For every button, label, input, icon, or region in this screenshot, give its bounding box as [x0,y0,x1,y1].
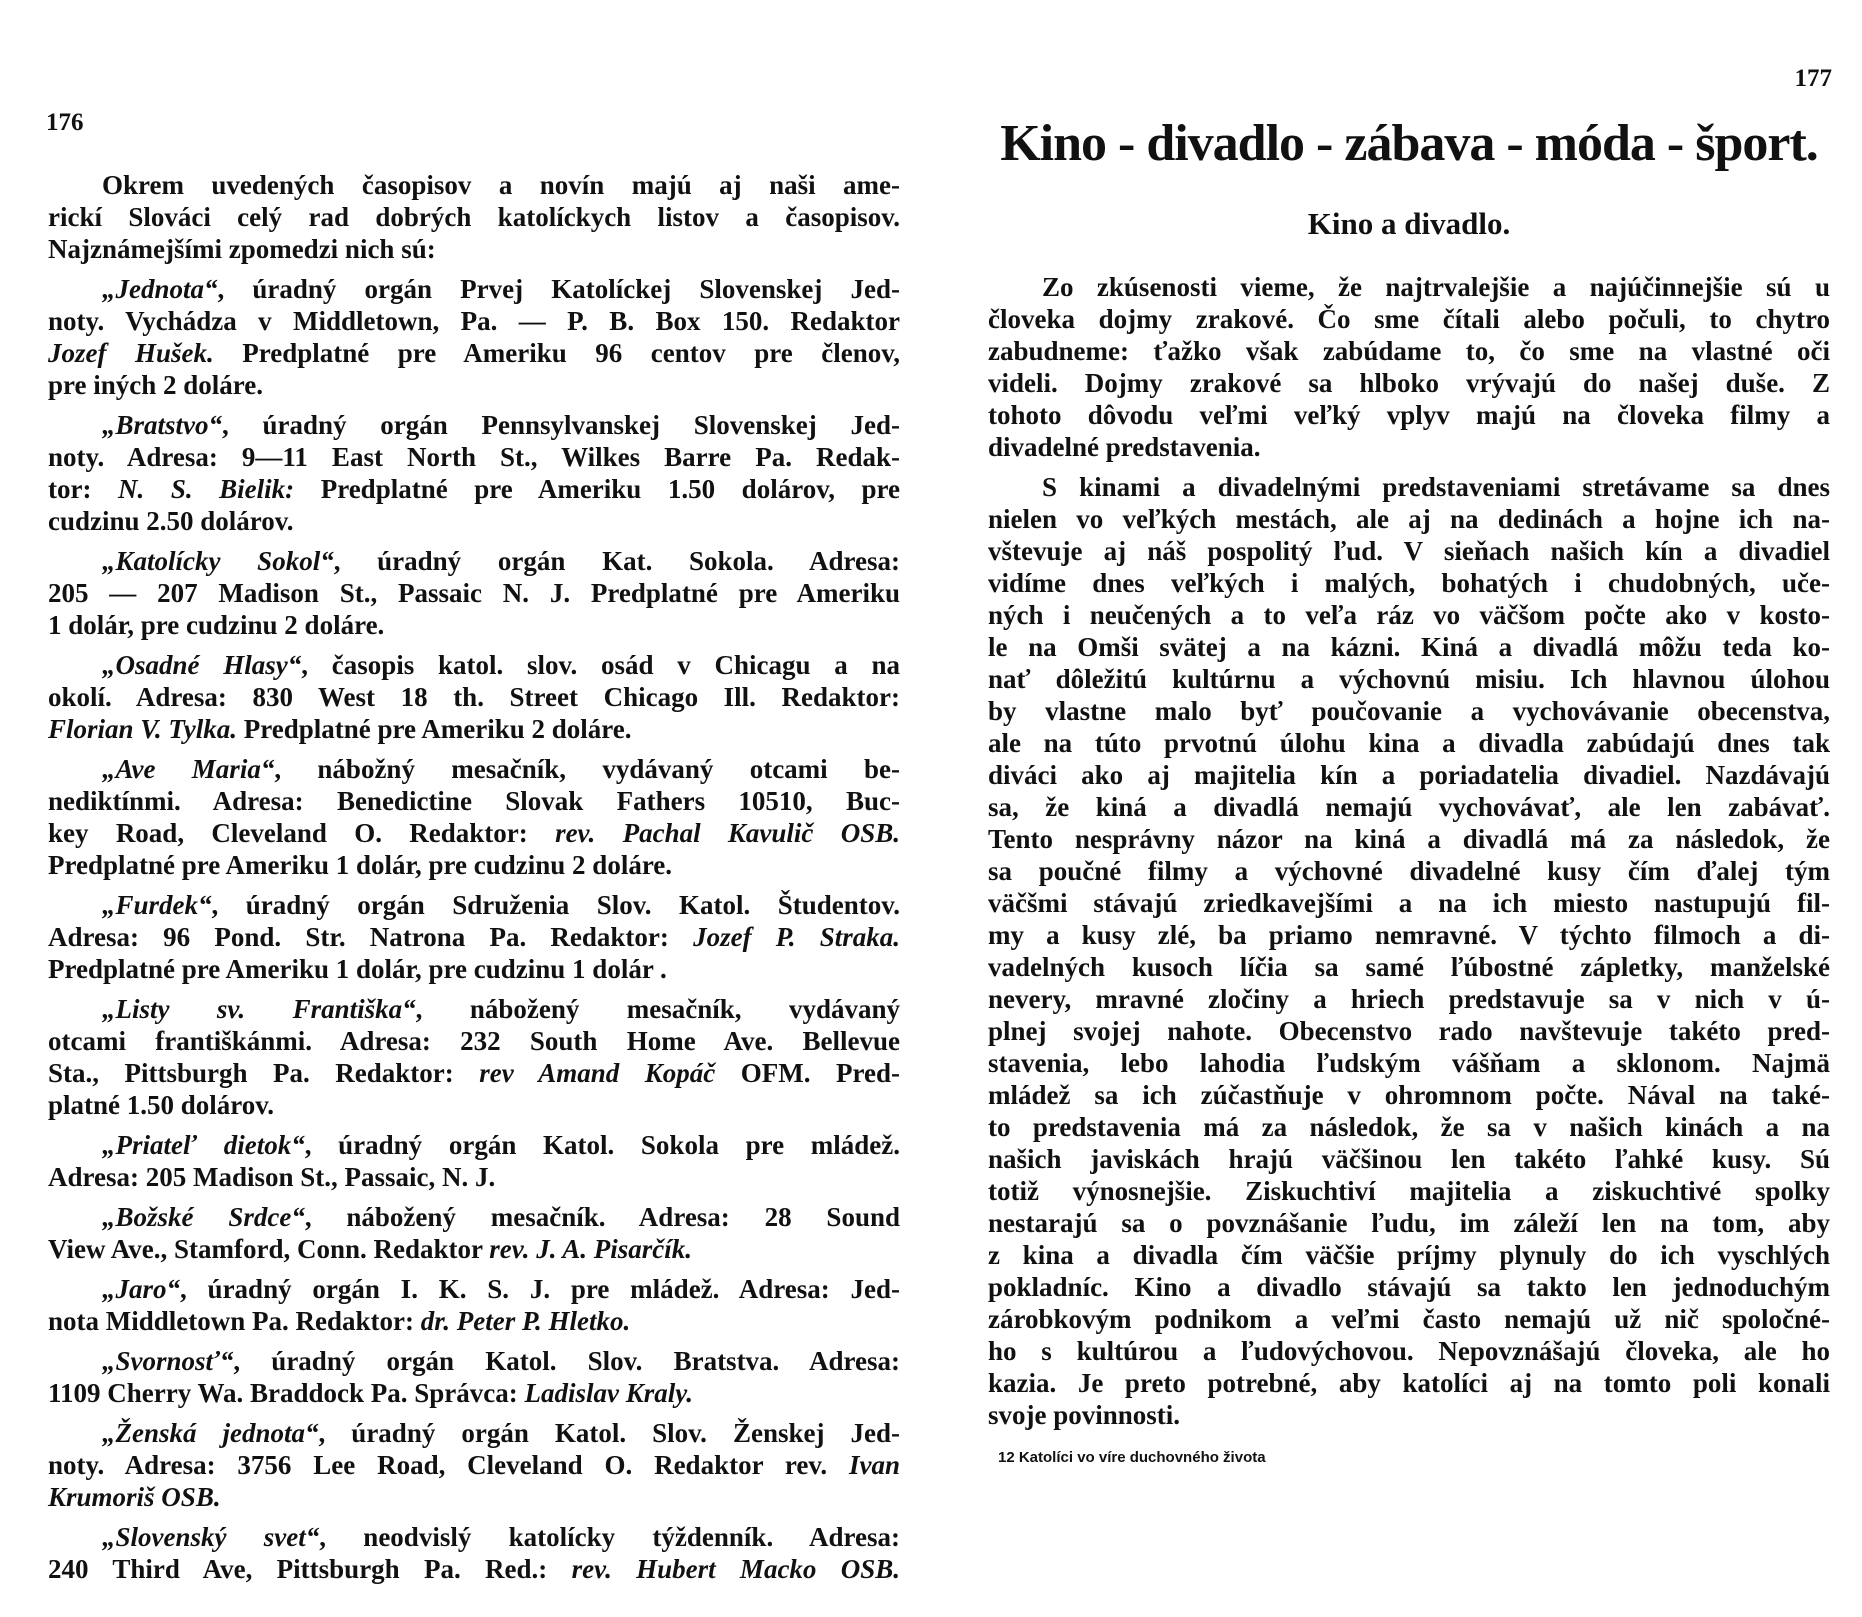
text: rickí Slováci celý rad dobrých katolíckych listov a časopisov. [48,202,900,232]
italic-text: rev Amand Kopáč [479,1058,716,1088]
text-line [988,1175,1830,1207]
italic-text: „Ave Maria“ [102,754,275,784]
text-line [988,631,1830,663]
text: nevery, mravné zločiny a hriech predstavuje sa v nich v ú- [988,984,1830,1014]
text: , úradný orgán Prvej Katolíckej Slovenskej Jed- [217,274,900,304]
text-line [48,1417,900,1449]
text-line [48,577,900,609]
text: ných i neučených a to veľa ráz vo väčšom počte ako v kosto- [988,600,1830,630]
text: , úradný orgán I. K. S. J. pre mládež. Adresa: Jed- [180,1274,900,1304]
italic-text: „Osadné Hlasy“ [102,650,302,680]
text: Adresa: 205 Madison St., Passaic, N. J. [48,1162,496,1192]
text-line [48,473,900,505]
text: nediktínmi. Adresa: Benedictine Slovak Fathers 10510, Buc- [48,786,900,816]
text: sa, že kiná a divadlá nemajú vychovávať, ale len zabávať. [988,792,1830,822]
text-line [988,887,1830,919]
text: Zo zkúsenosti vieme, že najtrvalejšie a najúčinnejšie sú u [1042,272,1830,302]
text-line [988,759,1830,791]
text: , úradný orgán Sdruženia Slov. Katol. Študentov. [211,890,900,920]
paragraph [48,169,900,265]
text: Najznámejšími zpomedzi nich sú: [48,234,436,264]
italic-text: Ladislav Kraly. [524,1378,694,1408]
text-line [48,273,900,305]
italic-text: Jozef P. Straka. [693,922,900,952]
text-line [48,369,900,401]
text: Predplatné pre Ameriku 1 dolár, pre cudzinu 2 doláre. [48,850,673,880]
italic-text: Jozef Hušek. [48,338,214,368]
text: videli. Dojmy zrakové sa hlboko vrývajú do našej duše. Z [988,368,1830,398]
text: 205 — 207 Madison St., Passaic N. J. Predplatné pre Ameriku [48,578,900,608]
text-line [988,1303,1830,1335]
text: sa poučné filmy a výchovné divadelné kusy čím ďalej tým [988,856,1830,886]
italic-text: „Svornosť“ [102,1346,234,1376]
text-line [48,817,900,849]
text-line [988,335,1830,367]
paragraph [48,649,900,745]
text: väčšmi stávajú zriedkavejšími a na ich miesto nastupujú fil- [988,888,1830,918]
italic-text: dr. Peter P. Hletko. [420,1306,631,1336]
text: platné 1.50 dolárov. [48,1090,275,1120]
text-line [48,993,900,1025]
paragraph [988,271,1830,463]
text-line [988,855,1830,887]
text: zárobkovým podnikom a veľmi často nemajú už nič spoločné- [988,1304,1830,1334]
text: Predplatné pre Ameriku 96 centov pre členov, [213,338,900,368]
text-line [48,1449,900,1481]
text: , úradný orgán Pennsylvanskej Slovenskej Jed- [222,410,900,440]
paragraph [48,1129,900,1193]
text: tohoto dôvodu veľmi veľký vplyv majú na človeka filmy a [988,400,1830,430]
text-line [48,1553,900,1585]
text-line [48,233,900,265]
text: , nábožený mesačník. Adresa: 28 Sound [304,1202,901,1232]
text-line [988,471,1830,503]
text: nota Middletown Pa. Redaktor: [48,1306,421,1336]
italic-text: „Bratstvo“ [102,410,223,440]
text-line [988,919,1830,951]
text-line [48,1273,900,1305]
text: nestarajú sa o povznášanie ľudu, im záleží len na tom, aby [988,1208,1830,1238]
text-line [988,1047,1830,1079]
text: okolí. Adresa: 830 West 18 th. Street Chicago Ill. Redaktor: [48,682,900,712]
paragraph [48,1201,900,1265]
text-line [48,1129,900,1161]
text: totiž výnosnejšie. Ziskuchtiví majitelia a ziskuchtivé spolky [988,1176,1830,1206]
text: Okrem uvedených časopisov a novín majú aj naši ame- [102,170,900,200]
paragraph [48,1345,900,1409]
left-page-body [48,169,900,1617]
text: vidíme dnes veľkých i malých, bohatých i chudobných, uče- [988,568,1830,598]
text: , nábožný mesačník, vydávaný otcami be- [274,754,900,784]
text-line [48,753,900,785]
text-line [48,1089,900,1121]
text: 240 Third Ave, Pittsburgh Pa. Red.: [48,1554,572,1584]
text-line [988,503,1830,535]
text-line [988,1143,1830,1175]
text-line [988,983,1830,1015]
italic-text: Florian V. Tylka. [48,714,238,744]
paragraph [48,753,900,881]
text-line [988,1367,1830,1399]
italic-text: „Katolícky Sokol“ [102,546,334,576]
text: Adresa: 96 Pond. Str. Natrona Pa. Redaktor: [48,922,694,952]
text: noty. Vychádza v Middletown, Pa. — P. B. Box 150. Redaktor [48,306,900,336]
text: mládež sa ich zúčastňuje v ohromnom počte. Nával na také- [988,1080,1830,1110]
text-line [48,1025,900,1057]
text: noty. Adresa: 9—11 East North St., Wilkes Barre Pa. Redak- [48,442,900,472]
text-line [48,337,900,369]
text-line [48,169,900,201]
text: by vlastne malo byť poučovanie a vychovávanie obecenstva, [988,696,1830,726]
text-line [48,1481,900,1513]
right-page-body [988,271,1830,1431]
page-number-left: 176 [46,109,84,136]
text-line [48,305,900,337]
text: človeka dojmy zrakové. Čo sme čítali alebo počuli, to chytro [988,304,1830,334]
text-line [988,1239,1830,1271]
text: 1 dolár, pre cudzinu 2 doláre. [48,610,385,640]
text-line [48,713,900,745]
text-line [988,791,1830,823]
italic-text: „Priateľ dietok“ [102,1130,305,1160]
text-line [988,1111,1830,1143]
text-line [988,567,1830,599]
text-line [48,1201,900,1233]
text: nielen vo veľkých mestách, ale aj na dedinách a hojne ich na- [988,504,1830,534]
text-line [988,695,1830,727]
text-line [988,1079,1830,1111]
paragraph [48,1417,900,1513]
italic-text: „Jaro“ [102,1274,181,1304]
text: View Ave., Stamford, Conn. Redaktor [48,1234,490,1264]
text: vadelných kusoch líčia sa samé ľúbostné zápletky, manželské [988,952,1830,982]
text-line [48,1377,900,1409]
text-line [48,785,900,817]
paragraph [48,273,900,401]
text-line [48,1521,900,1553]
text-line [988,599,1830,631]
text: ale na túto prvotnú úlohu kina a divadla zabúdajú dnes tak [988,728,1830,758]
text-line [988,1015,1830,1047]
text-line [48,921,900,953]
text-line [988,431,1830,463]
paragraph [48,1521,900,1617]
text: pre iných 2 doláre. [48,370,264,400]
italic-text: „Furdek“ [102,890,212,920]
italic-text: Krumoriš OSB. [48,1482,221,1512]
text-line [48,201,900,233]
text-line [48,849,900,881]
text: tor: [48,474,119,504]
italic-text: Ivan [848,1450,900,1480]
paragraph [48,409,900,537]
text-line [48,649,900,681]
paragraph [48,1273,900,1337]
text-line [988,1399,1830,1431]
text: ho s kultúrou a ľudovýchovou. Nepovznášajú človeka, ale ho [988,1336,1830,1366]
text: OFM. Pred- [715,1058,900,1088]
text: zabudneme: ťažko však zabúdame to, čo sme na vlastné oči [988,336,1830,366]
chapter-title: Kino - divadlo - zábava - móda - šport. [1000,115,1818,172]
text: le na Omši svätej a na kázni. Kiná a divadlá môžu teda ko- [988,632,1830,662]
text: , úradný orgán Kat. Sokola. Adresa: [333,546,901,576]
paragraph [48,545,900,641]
italic-text: rev. Hubert Macko OSB. [571,1554,900,1584]
signature-footer: 12 Katolíci vo víre duchovného života [998,1449,1266,1466]
text-line [988,727,1830,759]
text: pokladníc. Kino a divadlo stávajú sa takto len jednoduchým [988,1272,1830,1302]
italic-text: „Listy sv. Františka“ [102,994,416,1024]
text: svoje povinnosti. [988,1400,1181,1430]
section-heading: Kino a divadlo. [1307,206,1511,241]
text: , úradný orgán Katol. Slov. Bratstva. Adresa: [233,1346,900,1376]
text-line [988,367,1830,399]
text: Sta., Pittsburgh Pa. Redaktor: [48,1058,480,1088]
text: Tento nesprávny názor na kiná a divadlá má za následok, že [988,824,1830,854]
text-line [988,1335,1830,1367]
italic-text: „Božské Srdce“ [102,1202,305,1232]
text: cudzinu 2.50 dolárov. [48,506,294,536]
text-line [48,609,900,641]
italic-text: „Ženská jednota“ [102,1418,319,1448]
text-line [48,889,900,921]
text-line [48,681,900,713]
text: noty. Adresa: 3756 Lee Road, Cleveland O. Redaktor rev. [48,1450,849,1480]
text-line [988,951,1830,983]
text: otcami františkánmi. Adresa: 232 South Home Ave. Bellevue [48,1026,900,1056]
paragraph [48,889,900,985]
text-line [48,545,900,577]
text-line [48,409,900,441]
text-line [988,303,1830,335]
italic-text: „Jednota“ [102,274,218,304]
text: my a kusy zlé, ba priamo nemravné. V týchto filmoch a di- [988,920,1830,950]
text-line [988,823,1830,855]
text: kazia. Je preto potrebné, aby katolíci aj na tomto poli konali [988,1368,1830,1398]
text-line [48,505,900,537]
text: 1109 Cherry Wa. Braddock Pa. Správca: [48,1378,525,1408]
text: divadelné predstavenia. [988,432,1261,462]
italic-text: „Slovenský svet“ [102,1522,320,1552]
text: , úradný orgán Katol. Sokola pre mládež. [304,1130,900,1160]
text: diváci ako aj majitelia kín a poriadatelia divadiel. Nazdávajú [988,760,1830,790]
text-line [48,441,900,473]
text: key Road, Cleveland O. Redaktor: [48,818,556,848]
text: , časopis katol. slov. osád v Chicagu a na [301,650,901,680]
text-line [988,663,1830,695]
text: vštevuje aj náš pospolitý ľud. V sieňach našich kín a divadiel [988,536,1830,566]
text: , nábožený mesačník, vydávaný [415,994,900,1024]
text-line [48,1585,900,1617]
text-line [988,1207,1830,1239]
text: , neodvislý katolícky týždenník. Adresa: [319,1522,900,1552]
text: nať dôležitú kultúrnu a výchovnú misiu. Ich hlavnou úlohou [988,664,1830,694]
text: S kinami a divadelnými predstaveniami stretávame sa dnes [1042,472,1830,502]
text-line [48,1305,900,1337]
text-line [988,271,1830,303]
text: , úradný orgán Katol. Slov. Ženskej Jed- [318,1418,900,1448]
text-line [988,1271,1830,1303]
text-line [48,1161,900,1193]
italic-text: rev. J. A. Pisarčík. [489,1234,692,1264]
text: Predplatné pre Ameriku 1 dolár, pre cudzinu 1 dolár . [48,954,667,984]
text: Predplatné pre Ameriku 1.50 dolárov, pre [294,474,901,504]
text: z kina a divadla čím väčšie príjmy plynuly do ich vyschlých [988,1240,1830,1270]
italic-text: N. S. Bielik: [118,474,295,504]
text: Predplatné pre Ameriku 2 doláre. [237,714,632,744]
text: to predstavenia má za následok, že sa v našich kinách a na [988,1112,1830,1142]
text-line [988,535,1830,567]
text: našich javiskách hrajú väčšinou len takéto ľahké kusy. Sú [988,1144,1830,1174]
paragraph [48,993,900,1121]
text: plnej svojej nahote. Obecenstvo rado navštevuje takéto pred- [988,1016,1830,1046]
text-line [988,399,1830,431]
text-line [48,1057,900,1089]
italic-text: rev. Pachal Kavulič OSB. [555,818,900,848]
text-line [48,1233,900,1265]
text-line [48,1345,900,1377]
page-number-right: 177 [1794,65,1832,92]
paragraph [988,471,1830,1431]
text: stavenia, lebo lahodia ľudským vášňam a sklonom. Najmä [988,1048,1830,1078]
text-line [48,953,900,985]
